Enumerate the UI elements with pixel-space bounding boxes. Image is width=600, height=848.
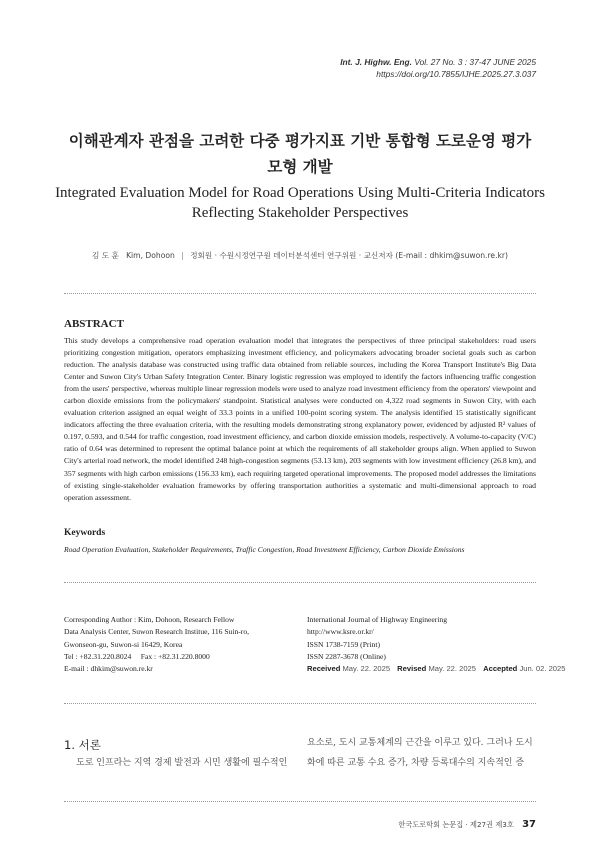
- author-name-en: Kim, Dohoon: [126, 251, 175, 260]
- accepted-label: Accepted: [483, 664, 518, 674]
- correspondence-email[interactable]: E-mail : dhkim@suwon.re.kr: [64, 664, 153, 674]
- journal-citation: [340, 56, 536, 80]
- article-dates: [307, 663, 566, 675]
- body-text-left: 도로 인프라는 지역 경제 발전과 시민 생활에 필수적인: [76, 758, 288, 768]
- korean-title-line2: 모형 개발: [267, 158, 333, 176]
- author-name-ko: 김 도 훈: [91, 251, 119, 260]
- korean-title: [40, 128, 560, 180]
- received-date: May. 22. 2025: [342, 664, 391, 674]
- journal-info-line: ISSN 1738-7159 (Print): [307, 639, 380, 649]
- divider: [64, 801, 536, 802]
- abstract-text: This study develops a comprehensive road operation evaluation model that integrates the perspectives of three principal stakeholders: road users prioritizing congestion mitigation, operators emphasizing investment efficiency, and policymakers advocating broader societal goals such as carbon reduction. The analysis database was constructed using traffic data obtained from reliable sources, including the Korea Transport Institute's Big Data Center and Suwon City's Urban Safety Integration Center. Binary logistic regression was employed to identify the factors influencing traffic congestion from the users' perspective, whereas multiple linear regression models were used to analyze road investment efficiency from the operators' viewpoint and carbon dioxide emissions from the policymakers' standpoint. Statistical analyses were conducted on 4,322 road segments in Suwon City, with each evaluation criterion assigned an equal weight of 33.3 points in a unified 100-point scoring system. The analysis identified 15 statistically significant indicators affecting the three evaluation criteria, with the resulting models demonstrating strong explanatory power, evidenced by adjusted R² values of 0.197, 0.593, and 0.544 for traffic congestion, road investment efficiency, and carbon dioxide emission models, respectively. A volume-to-capacity (V/C) ratio of 0.64 was determined to represent the optimal balance point at which the requirements of all stakeholder groups align. When applied to Suwon City's arterial road network, the model identified 248 high-congestion segments (53.13 km), 203 segments with low investment efficiency (26.8 km), and 357 segments with high carbon emissions (156.33 km), each requiring targeted operational improvements. The proposed model addresses the limitations of existing single-stakeholder evaluation frameworks by offering transportation authorities a systematic and multi-dimensional approach to road operation assessment.: [64, 336, 536, 502]
- author-separator: |: [181, 251, 184, 260]
- divider: [64, 293, 536, 294]
- journal-info-block: [307, 614, 566, 675]
- volume-info: Vol. 27 No. 3 : 37-47 JUNE 2025: [414, 57, 536, 67]
- journal-url[interactable]: http://www.ksre.or.kr/: [307, 627, 374, 637]
- english-title: [40, 183, 560, 223]
- correspondence-line: Corresponding Author : Kim, Dohoon, Research Fellow: [64, 615, 235, 624]
- abstract-heading: ABSTRACT: [64, 318, 124, 330]
- english-title-line1: Integrated Evaluation Model for Road Operations Using Multi-Criteria Indicators: [55, 185, 545, 201]
- keywords-text: Road Operation Evaluation, Stakeholder Requirements, Traffic Congestion, Road Investment Efficiency, Carbon Dioxide Emissions: [64, 545, 465, 554]
- author-affiliation: 정회원 · 수원시정연구원 데이터분석센터 연구위원 · 교신저자 (E-mail : dhkim@suwon.re.kr): [190, 251, 508, 260]
- received-label: Received: [307, 664, 341, 674]
- doi-link[interactable]: https://doi.org/10.7855/IJHE.2025.27.3.037: [376, 69, 536, 79]
- divider: [64, 582, 536, 583]
- journal-info-line: International Journal of Highway Engineering: [307, 615, 448, 624]
- revised-label: Revised: [397, 664, 427, 674]
- english-title-line2: Reflecting Stakeholder Perspectives: [191, 205, 409, 221]
- correspondence-line: Data Analysis Center, Suwon Research Institue, 116 Suin-ro,: [64, 627, 250, 637]
- divider: [64, 703, 536, 704]
- page-footer: [398, 819, 536, 830]
- accepted-date: Jun. 02. 2025: [519, 664, 566, 674]
- page-number: 37: [522, 819, 536, 830]
- keywords-heading: Keywords: [64, 528, 106, 538]
- correspondence-line: Tel : +82.31.220.8024 Fax : +82.31.220.8000: [64, 651, 210, 661]
- korean-title-line1: 이해관계자 관점을 고려한 다중 평가지표 기반 통합형 도로운영 평가: [68, 132, 532, 150]
- footer-journal: 한국도로학회 논문집 · 제27권 제3호: [398, 820, 514, 829]
- body-text-right-line1: 요소로, 도시 교통체계의 근간을 이루고 있다. 그러나 도시: [307, 738, 533, 748]
- journal-name: Int. J. Highw. Eng.: [340, 57, 412, 67]
- correspondence-block: [64, 614, 294, 675]
- revised-date: May. 22. 2025: [428, 664, 476, 674]
- body-text-right-line2: 화에 따른 교통 수요 증가, 차량 등록대수의 지속적인 증: [307, 758, 525, 768]
- correspondence-line: Gwonseon-gu, Suwon-si 16429, Korea: [64, 639, 183, 649]
- author-line: [40, 250, 560, 261]
- section-heading: 1. 서론: [64, 738, 101, 752]
- journal-info-line: ISSN 2287-3678 (Online): [307, 651, 386, 661]
